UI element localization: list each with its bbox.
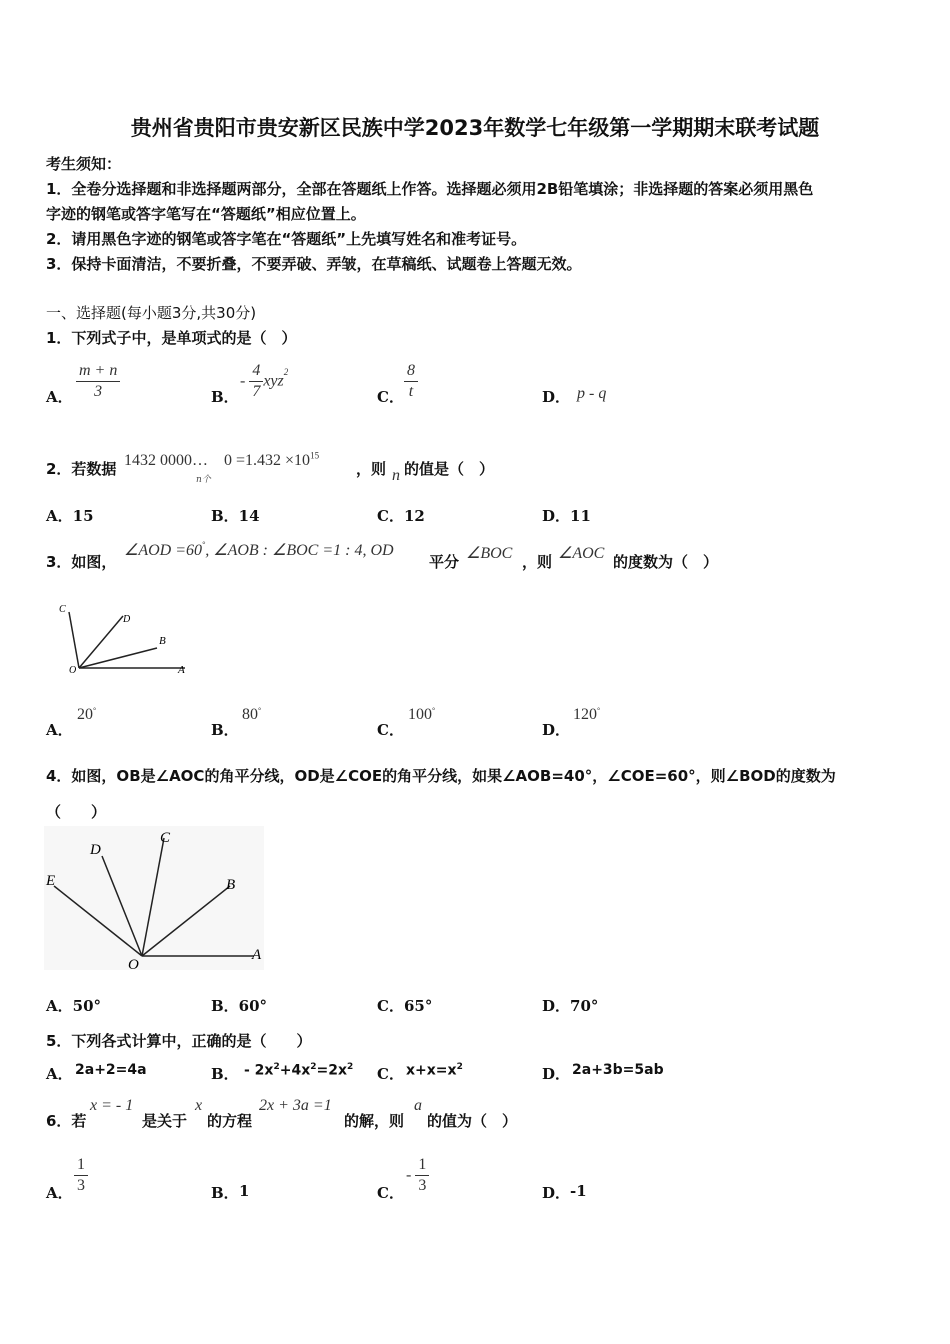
q5-option-d-value: 2a+3b=5ab: [572, 1062, 664, 1078]
q1-a-denominator: 3: [94, 383, 103, 400]
q6-formula-2: x: [195, 1097, 203, 1114]
q3-option-d-label: D．: [542, 721, 571, 739]
notice-line-1: 1．全卷分选择题和非选择题两部分，全部在答题纸上作答。选择题必须用2B铅笔填涂；非选择题的答案必须用黑色: [46, 180, 814, 198]
q6-prefix: 6．若: [46, 1112, 87, 1130]
q6-option-b-label: B．: [211, 1184, 239, 1202]
q1-option-a-label: A．: [46, 388, 73, 406]
q3-option-b-value: [242, 706, 261, 724]
q5-stem: 5．下列各式计算中，正确的是（ ）: [46, 1032, 312, 1050]
q6-mid-2: 的方程: [207, 1112, 253, 1130]
q5-c-part-1: x+x=x: [406, 1062, 457, 1079]
q1-option-c-label: C．: [377, 388, 404, 406]
q5-option-a-value: 2a+2=4a: [75, 1062, 147, 1078]
q3-option-c-label: C．: [377, 721, 404, 739]
q6-option-c-label: C．: [377, 1184, 404, 1202]
notice-heading: 考生须知：: [46, 155, 122, 173]
q2-prefix: 2．若数据: [46, 460, 117, 478]
q4-angle-figure: [44, 826, 269, 974]
q6-suffix: 的值为（ ）: [427, 1112, 518, 1130]
section-heading: 一、选择题(每小题3分,共30分): [46, 304, 257, 322]
q3-formula-3: ∠BOC: [466, 545, 513, 562]
notice-line-1b: 字迹的钢笔或答字笔写在“答题纸”相应位置上。: [46, 205, 366, 223]
q3-d-number: 120: [573, 706, 597, 723]
q5-b-sup-3: 2: [347, 1062, 354, 1072]
q3-formula-4: ∠AOC: [558, 545, 605, 562]
q1-c-denominator: t: [408, 383, 414, 400]
notice-line-3: 3．保持卡面清洁，不要折叠，不要弄破、弄皱，在草稿纸、试题卷上答题无效。: [46, 255, 582, 273]
q6-c-denominator: 3: [418, 1177, 427, 1194]
q6-option-b-value: 1: [239, 1182, 250, 1200]
q1-option-a-fraction: [76, 361, 120, 402]
q4-label-o: O: [128, 957, 139, 973]
q1-b-numerator: 4: [249, 361, 263, 382]
q6-formula-3: 2x + 3a =1: [259, 1097, 332, 1114]
q4-label-e: E: [46, 873, 56, 889]
q1-option-b-label: B．: [211, 388, 239, 406]
q3-mid: 平分: [429, 553, 460, 571]
q5-option-a-label: A．: [46, 1065, 73, 1083]
q1-option-b-expression: [240, 361, 288, 402]
q6-a-numerator: 1: [74, 1155, 88, 1176]
q3-suffix-a: ，则: [522, 553, 553, 571]
q4-label-b: B: [226, 877, 236, 893]
q3-formula-1: [124, 540, 394, 560]
q5-b-sup-2: 2: [310, 1062, 317, 1072]
q5-option-b-value: [244, 1062, 353, 1079]
q3-option-b-label: B．: [211, 721, 239, 739]
q6-option-d-label: D．: [542, 1184, 571, 1202]
q3-label-b: B: [159, 635, 166, 647]
q5-b-sup-1: 2: [273, 1062, 280, 1072]
q3-c-degree: °: [432, 706, 436, 715]
q4-option-c: C．65°: [377, 997, 433, 1015]
q3-formula-1-text: ∠AOD =60: [124, 542, 203, 559]
q3-formula-1-degree: °: [202, 540, 206, 549]
q2-option-d: D．11: [542, 507, 591, 525]
q3-option-c-value: [408, 706, 435, 724]
q1-b-denominator: 7: [252, 383, 261, 400]
q3-option-a-label: A．: [46, 721, 73, 739]
q4-paren: （ ）: [46, 803, 107, 821]
q3-label-o: O: [69, 665, 77, 676]
q5-b-part-3: =2x: [316, 1062, 348, 1079]
q3-option-a-value: [77, 706, 96, 724]
q6-option-a-label: A．: [46, 1184, 73, 1202]
q5-b-part-1: - 2x: [244, 1062, 274, 1079]
q5-option-c-label: C．: [377, 1065, 404, 1083]
q1-option-d-expression: p - q: [577, 385, 607, 402]
q3-suffix-b: 的度数为（ ）: [613, 553, 719, 571]
notice-line-2: 2．请用黑色字迹的钢笔或答字笔在“答题纸”上先填写姓名和准考证号。: [46, 230, 527, 248]
q6-option-c-fraction: [406, 1155, 429, 1196]
q2-option-c: C．12: [377, 507, 425, 525]
q1-b-sign: -: [240, 372, 246, 390]
q1-c-numerator: 8: [404, 361, 418, 382]
q1-option-d-label: D．: [542, 388, 571, 406]
q6-c-sign: -: [406, 1166, 412, 1184]
q4-stem: 4．如图，OB是∠AOC的角平分线，OD是∠COE的角平分线，如果∠AOB=40°，∠COE=60°，则∠BOD的度数为: [46, 767, 836, 785]
q4-option-a: A．50°: [46, 997, 102, 1015]
q1-option-c-fraction: [404, 361, 418, 402]
q1-b-exponent: 2: [283, 367, 289, 378]
q3-a-number: 20: [77, 706, 93, 723]
q6-option-d-value: -1: [570, 1182, 587, 1200]
q6-a-denominator: 3: [77, 1177, 85, 1194]
q4-option-b: B．60°: [211, 997, 268, 1015]
q2-option-a: A．15: [46, 507, 94, 525]
q2-option-b: B．14: [211, 507, 260, 525]
q5-c-sup: 2: [456, 1062, 463, 1072]
q1-b-variables: xyz: [263, 372, 284, 390]
q2-formula-text: 1432 0000… 0 =1.432 ×10: [124, 452, 311, 469]
q2-formula-exponent: 15: [310, 450, 320, 461]
q3-b-number: 80: [242, 706, 258, 723]
q6-option-a-fraction: [74, 1155, 88, 1196]
q6-formula-1: x = - 1: [90, 1097, 134, 1114]
q3-angle-figure: [55, 600, 205, 680]
q2-suffix-a: ，则: [356, 460, 387, 478]
q6-formula-4: a: [414, 1097, 422, 1114]
q2-formula: [124, 447, 319, 470]
q6-c-numerator: 1: [415, 1155, 429, 1176]
q4-label-a: A: [252, 947, 262, 963]
q5-b-part-2: +4x: [279, 1062, 311, 1079]
q4-label-c: C: [160, 830, 171, 846]
q2-variable: n: [392, 467, 400, 484]
q5-option-d-label: D．: [542, 1065, 571, 1083]
q3-prefix: 3．如图，: [46, 553, 117, 571]
q3-formula-2-text: , ∠AOB : ∠BOC =1 : 4, OD: [205, 542, 394, 559]
q3-b-degree: °: [258, 706, 262, 715]
q3-d-degree: °: [597, 706, 601, 715]
q4-option-d: D．70°: [542, 997, 599, 1015]
q3-option-d-value: [573, 706, 600, 724]
q3-label-c: C: [59, 604, 66, 615]
q3-label-d: D: [123, 614, 131, 625]
q3-label-a: A: [178, 664, 185, 676]
q1-a-numerator: m + n: [76, 361, 120, 382]
q6-mid-1: 是关于: [142, 1112, 188, 1130]
q3-a-degree: °: [93, 706, 97, 715]
q4-label-d: D: [90, 842, 101, 858]
q6-mid-3: 的解，则: [344, 1112, 405, 1130]
q2-underbrace-label: n个: [196, 475, 211, 485]
q3-c-number: 100: [408, 706, 432, 723]
q2-suffix-b: 的值是（ ）: [404, 460, 495, 478]
page-title: 贵州省贵阳市贵安新区民族中学2023年数学七年级第一学期期末联考试题: [130, 116, 820, 140]
q5-option-b-label: B．: [211, 1065, 239, 1083]
q5-option-c-value: [406, 1062, 463, 1079]
q1-stem: 1．下列式子中，是单项式的是（ ）: [46, 329, 297, 347]
